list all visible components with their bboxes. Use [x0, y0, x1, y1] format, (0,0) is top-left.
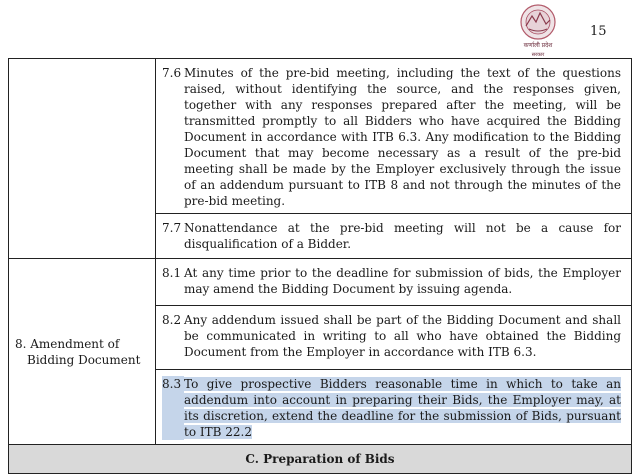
table-row: [9, 59, 632, 214]
clause-7-7: [156, 214, 631, 256]
svg-text:सरकार: सरकार: [531, 52, 545, 58]
government-seal-logo: [512, 2, 564, 60]
clause-8-3: [156, 370, 631, 444]
svg-text:कर्णाली प्रदेश: कर्णाली प्रदेश: [523, 42, 553, 49]
clause-cell: [156, 370, 632, 445]
clause-8-2: [156, 306, 631, 364]
clause-number: 7.7: [162, 221, 182, 235]
clause-number: 8.3: [162, 376, 184, 440]
clause-text: At any time prior to the deadline for submission of bids, the Employer may amend the Bidding Document by issuing agenda.: [184, 266, 621, 296]
highlighted-clause-text: To give prospective Bidders reasonable time in which to take an addendum into account in preparing their Bids, the Employer may, at its discretion, extend the deadline for the submission of Bids, pursuant to ITB 22.2: [184, 377, 621, 439]
row-label-line2: Bidding Document: [27, 352, 141, 367]
clause-text: Minutes of the pre-bid meeting, including the text of the questions raised, without identifying the source, and the responses given, together with any responses prepared after the meeting, will be transmitted promptly to all Bidders who have acquired the Bidding Document in accordance with ITB 6.3. Any modification to the Bidding Document that may become necessary as a result of the pre-bid meeting shall be made by the Employer exclusively through the issue of an addendum pursuant to ITB 8 and not through the minutes of the pre-bid meeting.: [184, 66, 621, 208]
itb-clauses-table: [8, 58, 632, 474]
clause-8-1: [156, 259, 631, 301]
clause-number: 7.6: [162, 66, 182, 80]
clause-text: Any addendum issued shall be part of the Bidding Document and shall be communicated in writing to all who have obtained the Bidding Document from the Employer in accordance with ITB 6.3.: [184, 313, 621, 359]
row-label-cell: [9, 259, 156, 445]
clause-cell: [156, 59, 632, 214]
section-heading-row: [9, 445, 632, 474]
clause-cell: [156, 306, 632, 370]
row-label-line1: 8. Amendment of: [15, 336, 120, 351]
clause-text: Nonattendance at the pre-bid meeting will not be a cause for disqualification of a Bidder.: [184, 221, 621, 251]
row-label-cell: [9, 59, 156, 259]
clause-cell: [156, 214, 632, 259]
table-row: [9, 259, 632, 306]
clause-number: 8.2: [162, 313, 182, 327]
clause-cell: [156, 259, 632, 306]
section-heading: C. Preparation of Bids: [9, 445, 632, 474]
page-number: 15: [590, 24, 607, 39]
clause-number: 8.1: [162, 266, 182, 280]
clause-7-6: [156, 59, 631, 213]
